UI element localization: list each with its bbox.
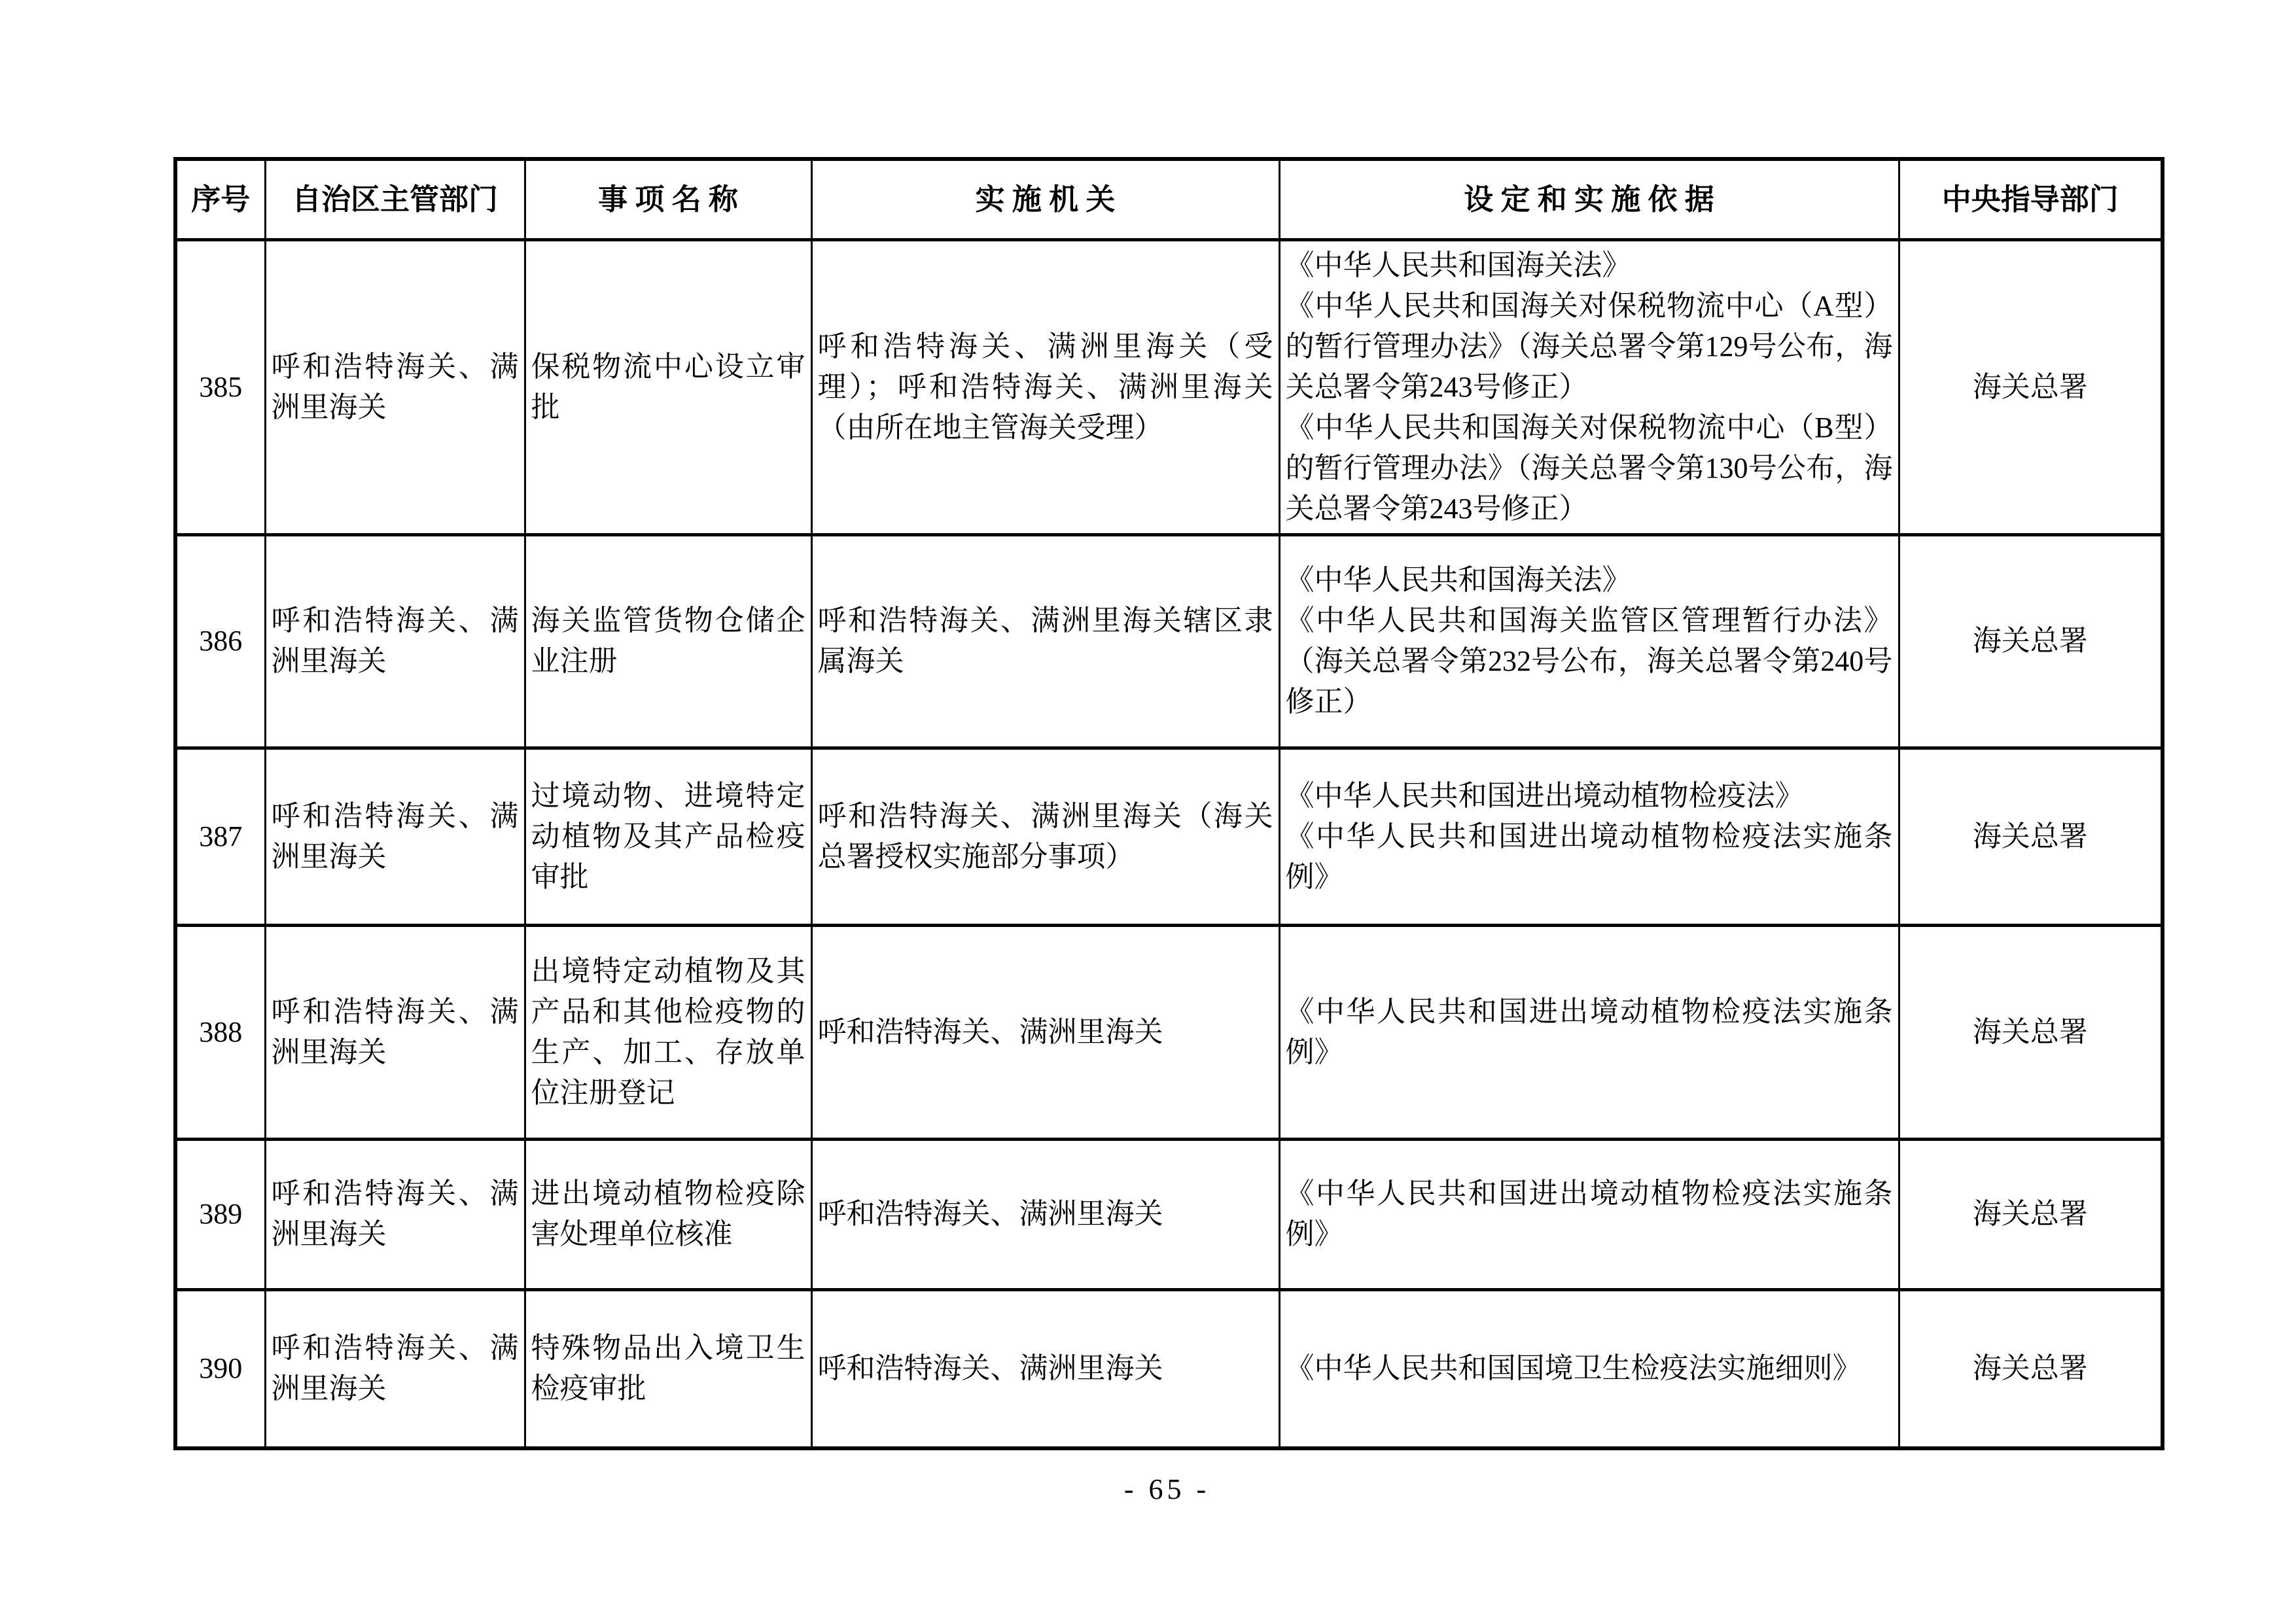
cell-implementing-agency: 呼和浩特海关、满洲里海关（海关总署授权实施部分事项）	[811, 748, 1279, 925]
cell-legal-basis	[1279, 1289, 1899, 1448]
column-header-serial-number: 序号	[175, 159, 265, 239]
cell-legal-basis	[1279, 1139, 1899, 1289]
cell-serial-number: 390	[175, 1289, 265, 1448]
cell-serial-number: 388	[175, 925, 265, 1139]
legal-basis-entry: 《中华人民共和国国境卫生检疫法实施细则》	[1285, 1352, 1862, 1385]
cell-item-name: 进出境动植物检疫除害处理单位核准	[525, 1139, 811, 1289]
legal-basis-entry: 《中华人民共和国海关对保税物流中心（B型）的暂行管理办法》（海关总署令第130号公布，海关总署令第243号修正）	[1285, 411, 1893, 525]
legal-basis-entry: 《中华人民共和国海关对保税物流中心（A型）的暂行管理办法》（海关总署令第129号公布，海关总署令第243号修正）	[1285, 289, 1893, 403]
cell-legal-basis	[1279, 748, 1899, 925]
cell-department: 呼和浩特海关、满洲里海关	[265, 239, 525, 534]
legal-basis-entry: 《中华人民共和国进出境动植物检疫法实施条例》	[1285, 995, 1893, 1068]
cell-legal-basis	[1279, 239, 1899, 534]
cell-central-guidance: 海关总署	[1899, 925, 2163, 1139]
cell-legal-basis	[1279, 925, 1899, 1139]
cell-item-name: 出境特定动植物及其产品和其他检疫物的生产、加工、存放单位注册登记	[525, 925, 811, 1139]
cell-implementing-agency: 呼和浩特海关、满洲里海关辖区隶属海关	[811, 534, 1279, 748]
cell-implementing-agency: 呼和浩特海关、满洲里海关（受理）；呼和浩特海关、满洲里海关（由所在地主管海关受理）	[811, 239, 1279, 534]
table-row	[175, 534, 2163, 748]
page-number: - 65 -	[1123, 1473, 1210, 1505]
table-row	[175, 925, 2163, 1139]
cell-department: 呼和浩特海关、满洲里海关	[265, 748, 525, 925]
header-row	[175, 159, 2163, 239]
cell-implementing-agency: 呼和浩特海关、满洲里海关	[811, 1139, 1279, 1289]
cell-serial-number: 386	[175, 534, 265, 748]
cell-central-guidance: 海关总署	[1899, 239, 2163, 534]
cell-serial-number: 389	[175, 1139, 265, 1289]
legal-basis-entry: 《中华人民共和国海关法》	[1285, 564, 1631, 596]
cell-central-guidance: 海关总署	[1899, 1139, 2163, 1289]
cell-legal-basis	[1279, 534, 1899, 748]
table-row	[175, 1139, 2163, 1289]
cell-department: 呼和浩特海关、满洲里海关	[265, 534, 525, 748]
cell-department: 呼和浩特海关、满洲里海关	[265, 925, 525, 1139]
legal-basis-entry: 《中华人民共和国进出境动植物检疫法》	[1285, 779, 1804, 812]
table-row	[175, 239, 2163, 534]
cell-central-guidance: 海关总署	[1899, 1289, 2163, 1448]
cell-item-name: 保税物流中心设立审批	[525, 239, 811, 534]
cell-item-name: 海关监管货物仓储企业注册	[525, 534, 811, 748]
legal-basis-entry: 《中华人民共和国海关监管区管理暂行办法》（海关总署令第232号公布，海关总署令第240号修正）	[1285, 604, 1893, 718]
cell-central-guidance: 海关总署	[1899, 534, 2163, 748]
cell-item-name: 特殊物品出入境卫生检疫审批	[525, 1289, 811, 1448]
table-row	[175, 1289, 2163, 1448]
cell-serial-number: 387	[175, 748, 265, 925]
table-row	[175, 748, 2163, 925]
legal-basis-entry: 《中华人民共和国进出境动植物检疫法实施条例》	[1285, 820, 1893, 893]
cell-central-guidance: 海关总署	[1899, 748, 2163, 925]
approval-items-table	[173, 157, 2164, 1450]
legal-basis-entry: 《中华人民共和国进出境动植物检疫法实施条例》	[1285, 1178, 1893, 1250]
cell-department: 呼和浩特海关、满洲里海关	[265, 1289, 525, 1448]
column-header-implementing-agency: 实 施 机 关	[811, 159, 1279, 239]
cell-serial-number: 385	[175, 239, 265, 534]
legal-basis-entry: 《中华人民共和国海关法》	[1285, 249, 1631, 281]
cell-item-name: 过境动物、进境特定动植物及其产品检疫审批	[525, 748, 811, 925]
column-header-item-name: 事 项 名 称	[525, 159, 811, 239]
cell-department: 呼和浩特海关、满洲里海关	[265, 1139, 525, 1289]
column-header-legal-basis: 设 定 和 实 施 依 据	[1279, 159, 1899, 239]
column-header-department: 自治区主管部门	[265, 159, 525, 239]
cell-implementing-agency: 呼和浩特海关、满洲里海关	[811, 925, 1279, 1139]
column-header-central-guidance: 中央指导部门	[1899, 159, 2163, 239]
cell-implementing-agency: 呼和浩特海关、满洲里海关	[811, 1289, 1279, 1448]
